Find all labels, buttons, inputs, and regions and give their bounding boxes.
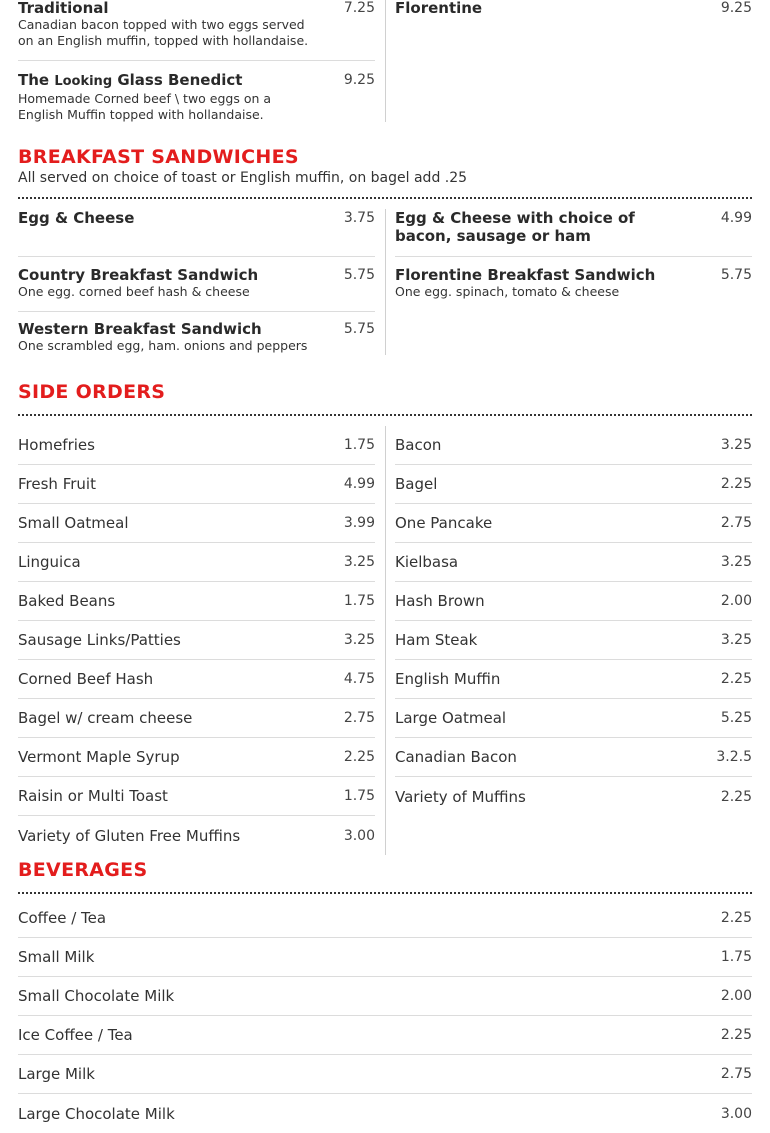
- menu-item: [18, 0, 375, 61]
- item-price: 1.75: [720, 949, 752, 965]
- item-price: 2.00: [720, 988, 752, 1004]
- sandwich-right-column: [395, 209, 752, 355]
- item-name: Homefries: [18, 436, 95, 454]
- item-name: Vermont Maple Syrup: [18, 748, 180, 766]
- item-price: 1.75: [343, 788, 375, 804]
- item-price: 2.25: [720, 910, 752, 926]
- menu-item: [18, 61, 375, 122]
- item-name: Small Chocolate Milk: [18, 987, 175, 1005]
- item-name: Corned Beef Hash: [18, 670, 154, 688]
- menu-item: [18, 257, 375, 312]
- section-divider: [18, 197, 752, 199]
- item-price: 7.25: [343, 0, 375, 16]
- side-orders-left-column: [18, 426, 386, 855]
- item-price: 2.25: [720, 1027, 752, 1043]
- item-name: Bagel w/ cream cheese: [18, 709, 193, 727]
- item-price: 3.2.5: [716, 749, 752, 765]
- menu-item: [18, 1016, 752, 1055]
- item-name: Variety of Muffins: [395, 787, 526, 806]
- item-name: [18, 71, 336, 91]
- menu-item: [395, 0, 752, 17]
- menu-item: [18, 977, 752, 1016]
- item-name: Baked Beans: [18, 592, 116, 610]
- item-name: Florentine: [395, 0, 483, 17]
- menu-item: [395, 504, 752, 543]
- item-price: 2.25: [343, 749, 375, 765]
- menu-item: [395, 621, 752, 660]
- item-name: Florentine Breakfast Sandwich: [395, 266, 656, 284]
- menu-item: [18, 209, 375, 257]
- item-name: Large Oatmeal: [395, 709, 507, 727]
- section-divider: [18, 414, 752, 416]
- item-price: 5.75: [343, 321, 375, 337]
- item-price: 3.99: [343, 515, 375, 531]
- sandwich-grid: [18, 209, 752, 355]
- menu-item: [395, 257, 752, 300]
- section-title: SIDE ORDERS: [18, 381, 166, 403]
- item-name: Large Chocolate Milk: [18, 1104, 175, 1123]
- item-price: 5.25: [720, 710, 752, 726]
- menu-item: [18, 777, 375, 816]
- item-description: One egg. corned beef hash & cheese: [18, 284, 250, 299]
- item-price: 2.25: [720, 476, 752, 492]
- item-description: Canadian bacon topped with two eggs served on an English muffin, topped with hollandaise.: [18, 17, 309, 48]
- item-price: 3.25: [343, 554, 375, 570]
- menu-item: [18, 504, 375, 543]
- item-price: 4.75: [343, 671, 375, 687]
- benedict-right-column: [395, 0, 752, 122]
- menu-item: [395, 543, 752, 582]
- item-name: One Pancake: [395, 514, 493, 532]
- item-name: Large Milk: [18, 1065, 95, 1083]
- item-price: 2.75: [720, 515, 752, 531]
- item-price: 1.75: [343, 437, 375, 453]
- menu-page: [18, 0, 752, 1123]
- menu-item: [18, 938, 752, 977]
- item-price: 2.25: [720, 788, 752, 805]
- item-name: Kielbasa: [395, 553, 459, 571]
- item-name: Linguica: [18, 553, 81, 571]
- item-name: Egg & Cheese with choice of bacon, sausage or ham: [395, 209, 635, 245]
- section-subtitle: All served on choice of toast or English muffin, on bagel add .25: [18, 170, 468, 186]
- item-name: English Muffin: [395, 670, 501, 688]
- section-title: BREAKFAST SANDWICHES: [18, 146, 299, 168]
- item-price: 1.75: [343, 593, 375, 609]
- menu-item: [395, 777, 752, 816]
- menu-item: [18, 738, 375, 777]
- item-price: 9.25: [343, 72, 375, 88]
- item-name: Bagel: [395, 475, 438, 493]
- item-name: Egg & Cheese: [18, 209, 135, 227]
- item-price: 5.75: [343, 267, 375, 283]
- item-price: 9.25: [720, 0, 752, 16]
- item-price: 2.00: [720, 593, 752, 609]
- item-description: One scrambled egg, ham. onions and peppers: [18, 338, 308, 353]
- item-name-part: Glass Benedict: [112, 71, 243, 89]
- menu-item: [18, 699, 375, 738]
- item-name-part: The: [18, 71, 55, 89]
- menu-item: [18, 582, 375, 621]
- item-price: 5.75: [720, 267, 752, 283]
- menu-item: [18, 899, 752, 938]
- sandwich-left-column: [18, 209, 386, 355]
- item-price: 2.75: [343, 710, 375, 726]
- item-description: One egg. spinach, tomato & cheese: [395, 284, 620, 299]
- item-name: Ham Steak: [395, 631, 478, 649]
- item-price: 4.99: [720, 210, 752, 226]
- item-name: Traditional: [18, 0, 109, 17]
- section-divider: [18, 892, 752, 894]
- item-name: Hash Brown: [395, 592, 485, 610]
- menu-item: [395, 465, 752, 504]
- item-name-part: Looking: [54, 74, 113, 89]
- side-orders-grid: [18, 426, 752, 855]
- item-name: Coffee / Tea: [18, 909, 107, 927]
- item-description: Homemade Corned beef \ two eggs on a English Muffin topped with hollandaise.: [18, 91, 272, 122]
- item-price: 2.75: [720, 1066, 752, 1082]
- menu-item: [395, 738, 752, 777]
- benedict-section: [18, 0, 752, 122]
- menu-item: [18, 465, 375, 504]
- side-orders-right-column: [395, 426, 752, 855]
- menu-item: [18, 543, 375, 582]
- item-price: 3.75: [343, 210, 375, 226]
- item-name: Western Breakfast Sandwich: [18, 320, 262, 338]
- menu-item: [18, 312, 375, 354]
- item-name: Country Breakfast Sandwich: [18, 266, 259, 284]
- item-price: 4.99: [343, 476, 375, 492]
- menu-item: [18, 1055, 752, 1094]
- menu-item: [18, 1094, 752, 1133]
- item-name: Bacon: [395, 436, 442, 454]
- item-name: Ice Coffee / Tea: [18, 1026, 133, 1044]
- item-price: 3.25: [720, 437, 752, 453]
- section-title: BEVERAGES: [18, 859, 148, 881]
- item-name: Small Milk: [18, 948, 95, 966]
- menu-item: [18, 660, 375, 699]
- item-name: Small Oatmeal: [18, 514, 129, 532]
- item-price: 3.00: [343, 827, 375, 844]
- breakfast-sandwiches-section: [18, 146, 752, 355]
- menu-item: [18, 426, 375, 465]
- item-name: Sausage Links/Patties: [18, 631, 181, 649]
- item-price: 2.25: [720, 671, 752, 687]
- benedict-left-column: [18, 0, 386, 122]
- item-name: Canadian Bacon: [395, 748, 517, 766]
- menu-item: [395, 582, 752, 621]
- item-price: 3.25: [343, 632, 375, 648]
- menu-item: [18, 816, 375, 855]
- menu-item: [395, 699, 752, 738]
- beverages-list: [18, 899, 752, 1133]
- beverages-section: [18, 859, 752, 1133]
- item-name: Variety of Gluten Free Muffins: [18, 826, 241, 845]
- side-orders-section: [18, 381, 752, 855]
- menu-item: [395, 426, 752, 465]
- item-name: Fresh Fruit: [18, 475, 96, 493]
- menu-item: [18, 621, 375, 660]
- item-price: 3.25: [720, 554, 752, 570]
- item-price: 3.25: [720, 632, 752, 648]
- item-price: 3.00: [720, 1105, 752, 1122]
- menu-item: [395, 209, 752, 257]
- item-name: Raisin or Multi Toast: [18, 787, 168, 805]
- menu-item: [395, 660, 752, 699]
